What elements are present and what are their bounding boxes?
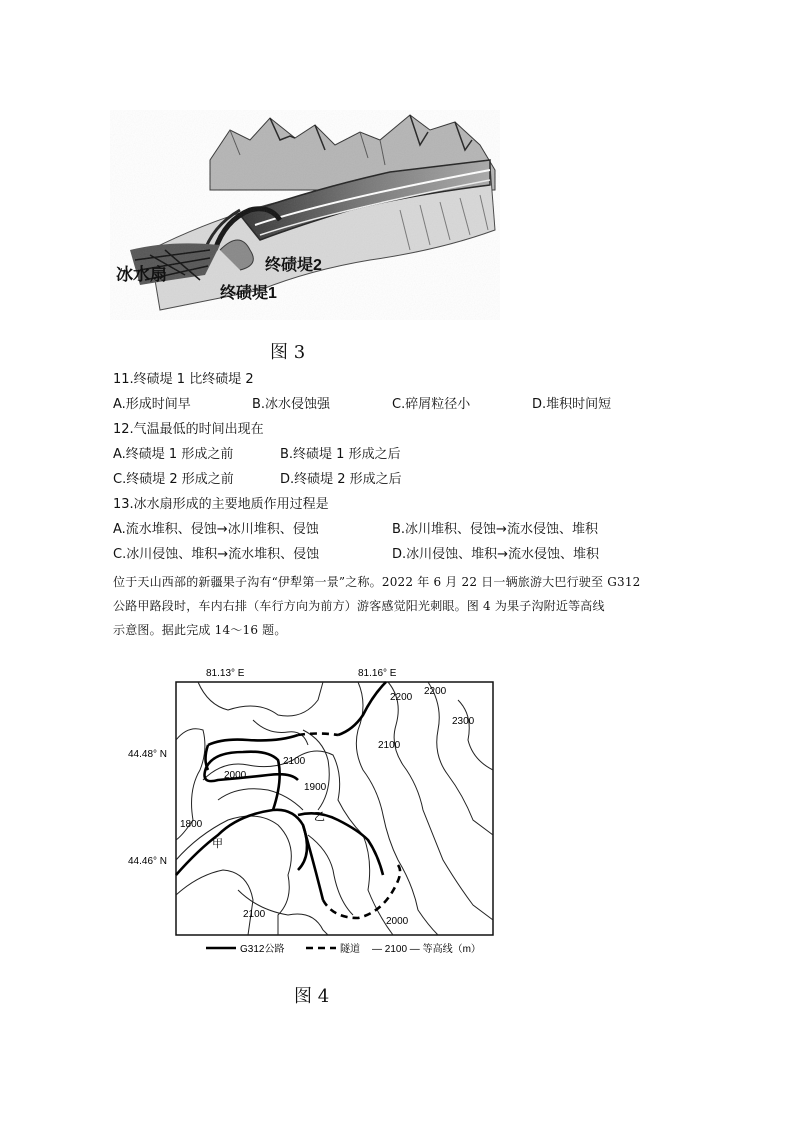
figure-3 <box>110 110 500 320</box>
lon-label-2: 81.16° E <box>358 668 397 679</box>
passage-line-3: 示意图。据此完成 14～16 题。 <box>113 623 287 637</box>
map-legend <box>206 942 481 955</box>
figure-4-caption: 图 4 <box>294 986 330 1007</box>
contour-2100-b: 2100 <box>283 756 306 767</box>
lat-label-1: 44.48° N <box>128 749 168 760</box>
q11-option-c: C.碎屑粒径小 <box>392 397 471 412</box>
q11-option-b: B.冰水侵蚀强 <box>252 397 331 412</box>
q11-option-d: D.堆积时间短 <box>532 397 612 412</box>
question-11-stem: 11.终碛堤 1 比终碛堤 2 <box>113 372 254 387</box>
q13-option-a: A.流水堆积、侵蚀→冰川堆积、侵蚀 <box>113 522 319 537</box>
figure-4 <box>128 660 500 965</box>
q12-option-c: C.终碛堤 2 形成之前 <box>113 472 234 487</box>
label-outwash-fan: 冰水扇 <box>116 265 167 284</box>
q12-option-d: D.终碛堤 2 形成之后 <box>280 472 402 487</box>
legend-tunnel-label: 隧道 <box>340 944 360 955</box>
passage-line-1: 位于天山西部的新疆果子沟有“伊犁第一景”之称。2022 年 6 月 22 日一辆旅游大巴行驶至 G312 <box>113 575 641 589</box>
map-frame <box>176 682 493 935</box>
contour-1900: 1900 <box>304 782 327 793</box>
glacier-sketch <box>110 110 500 320</box>
question-13-stem: 13.冰水扇形成的主要地质作用过程是 <box>113 497 329 512</box>
q13-option-d: D.冰川侵蚀、堆积→流水侵蚀、堆积 <box>392 547 600 562</box>
legend-road-label: G312公路 <box>240 944 285 955</box>
q13-option-c: C.冰川侵蚀、堆积→流水堆积、侵蚀 <box>113 547 320 562</box>
label-moraine-2: 终碛堤2 <box>265 257 322 274</box>
contour-2200-a: 2200 <box>390 692 413 703</box>
q11-option-a: A.形成时间早 <box>113 397 191 412</box>
contour-2100-a: 2100 <box>378 740 401 751</box>
contour-1800: 1800 <box>180 819 203 830</box>
figure-3-caption: 图 3 <box>270 342 306 363</box>
point-yi: 乙 <box>314 811 325 823</box>
q12-option-a: A.终碛堤 1 形成之前 <box>113 447 234 462</box>
lat-label-2: 44.46° N <box>128 856 168 867</box>
point-jia: 甲 <box>212 838 223 850</box>
contour-2000-a: 2000 <box>224 770 247 781</box>
contour-2300: 2300 <box>452 716 475 727</box>
contour-2200-b: 2200 <box>424 686 447 697</box>
contour-2100-c: 2100 <box>243 909 266 920</box>
q13-option-b: B.冰川堆积、侵蚀→流水侵蚀、堆积 <box>392 522 598 537</box>
lon-label-1: 81.13° E <box>206 668 245 679</box>
q12-option-b: B.终碛堤 1 形成之后 <box>280 447 401 462</box>
label-moraine-1: 终碛堤1 <box>220 285 277 302</box>
contour-map <box>128 660 500 965</box>
legend-contour-label: — 2100 — 等高线（m） <box>372 944 481 955</box>
passage-line-2: 公路甲路段时，车内右排（车行方向为前方）游客感觉阳光刺眼。图 4 为果子沟附近等高线 <box>113 599 605 613</box>
question-12-stem: 12.气温最低的时间出现在 <box>113 422 264 437</box>
contour-2000-b: 2000 <box>386 916 409 927</box>
